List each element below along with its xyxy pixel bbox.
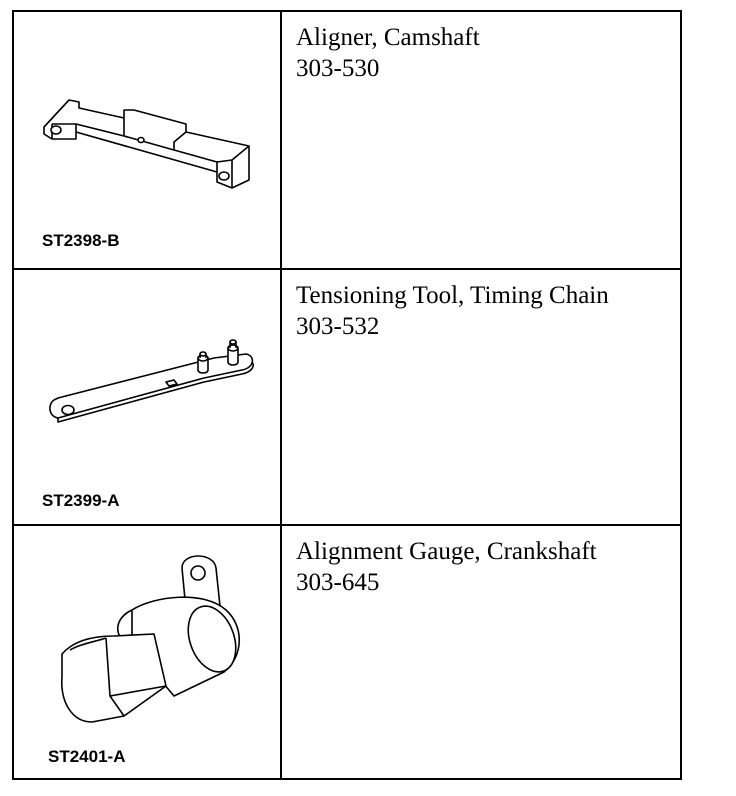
special-tools-table	[12, 10, 682, 780]
figure-code: ST2401-A	[48, 747, 126, 766]
tool-name: Alignment Gauge, Crankshaft	[296, 538, 597, 565]
figure-code: ST2399-A	[42, 491, 120, 510]
tool-description	[284, 12, 680, 268]
illustration-cell	[14, 270, 282, 524]
tool-number: 303-645	[296, 569, 380, 596]
table-row	[14, 12, 680, 270]
tool-name: Tensioning Tool, Timing Chain	[296, 282, 609, 309]
tool-name: Aligner, Camshaft	[296, 24, 480, 51]
camshaft-aligner-icon	[14, 12, 282, 268]
illustration-cell	[14, 12, 282, 268]
tool-description	[284, 526, 680, 780]
tensioning-tool-icon	[14, 270, 282, 524]
tool-number: 303-532	[296, 313, 380, 340]
tool-description	[284, 270, 680, 524]
figure-code: ST2398-B	[42, 231, 120, 250]
crankshaft-gauge-icon	[14, 526, 282, 778]
table-row	[14, 526, 680, 780]
table-row	[14, 270, 680, 526]
tool-number: 303-530	[296, 55, 380, 82]
illustration-cell	[14, 526, 282, 780]
